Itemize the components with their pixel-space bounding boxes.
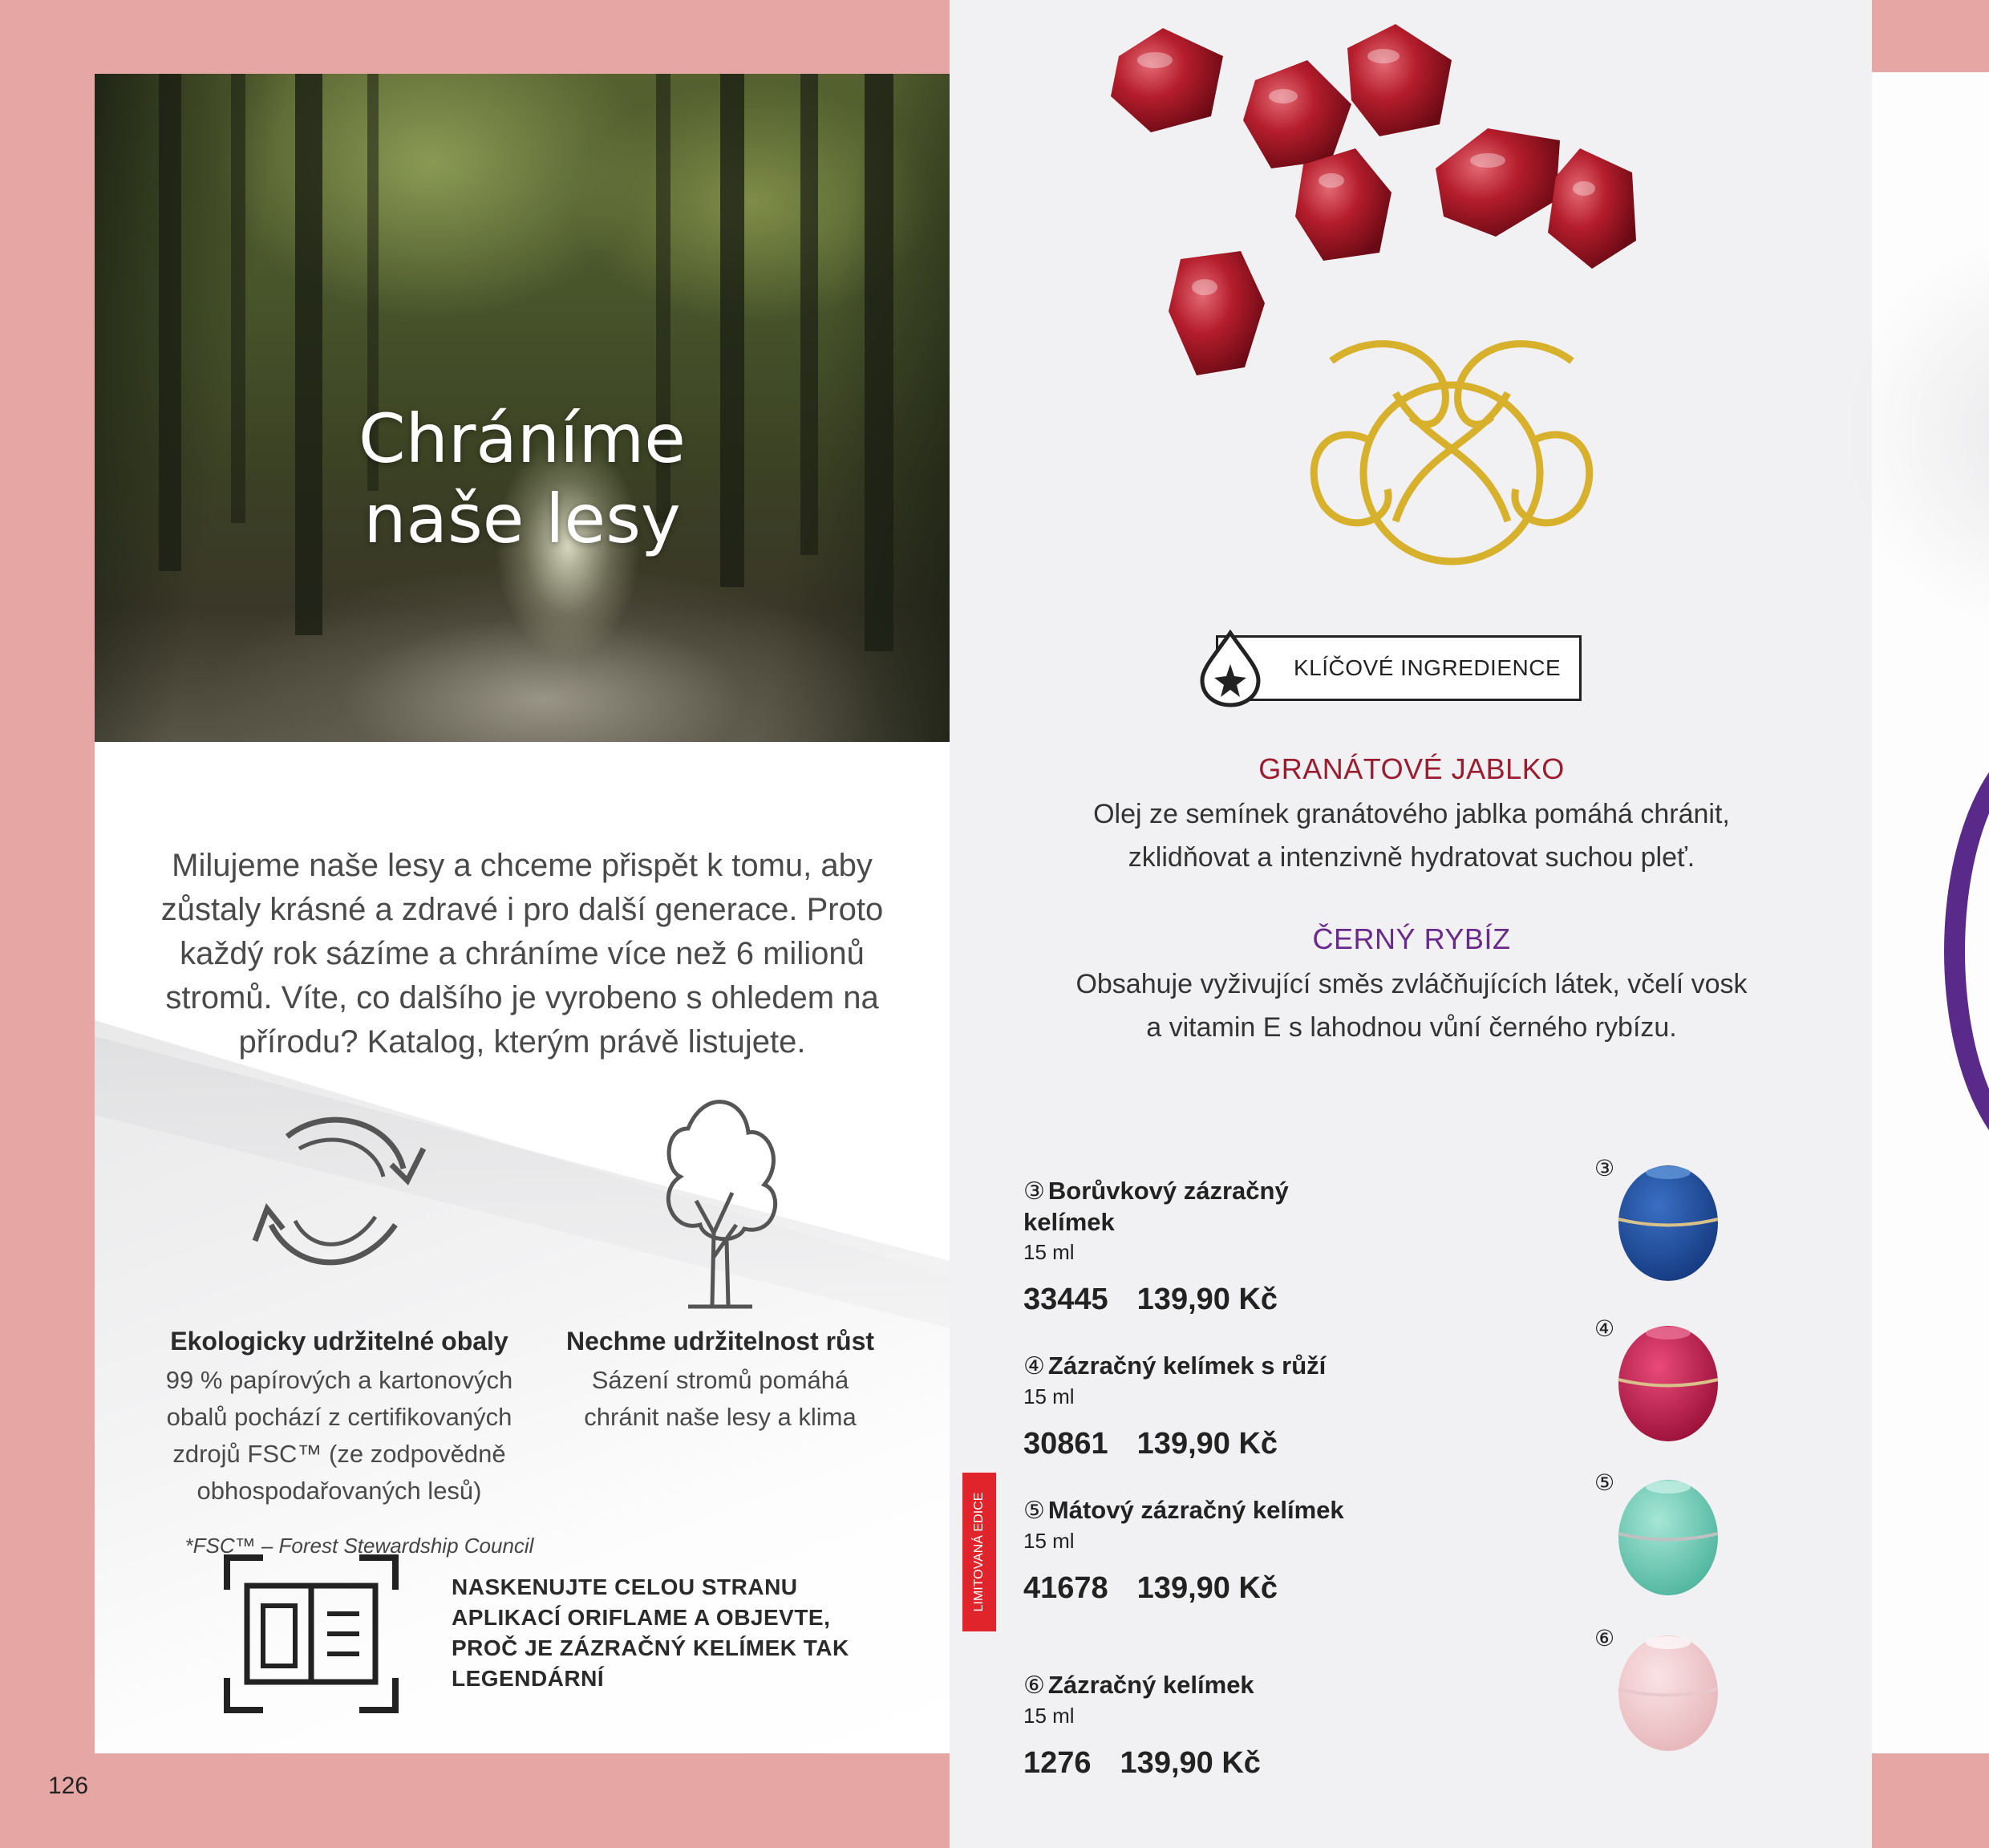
product-price: 139,90 Kč xyxy=(1136,1427,1278,1461)
cup-number: ⑥ xyxy=(1594,1626,1615,1651)
feature-title-growth: Nechme udržitelnost růst xyxy=(565,1327,875,1356)
ingredient-body-line: a vitamin E s lahodnou vůní černého rybízu. xyxy=(1146,1012,1677,1043)
limited-edition-label: LIMITOVANÁ EDICE xyxy=(972,1492,986,1612)
product-size: 15 ml xyxy=(1023,1384,1075,1408)
pomegranate-seed-image xyxy=(1544,144,1640,277)
product-item[interactable] xyxy=(1023,1670,1537,1781)
product-size: 15 ml xyxy=(1023,1704,1075,1728)
product-price: 139,90 Kč xyxy=(1136,1283,1278,1316)
pomegranate-seed-image xyxy=(1165,247,1269,383)
product-number: ④ xyxy=(1023,1353,1045,1380)
key-ingredients-label: KLÍČOVÉ INGREDIENCE xyxy=(1294,655,1562,680)
hero-title-line1: Chráníme xyxy=(359,399,686,478)
feature-body-packaging: 99 % papírových a kartonových obalů pochází z certifikovaných zdrojů FSC™ (ze zodpovědně obhospodařovaných lesů) xyxy=(165,1366,513,1505)
product-code: 30861 xyxy=(1023,1427,1108,1461)
purple-product-edge xyxy=(1944,730,1989,1173)
product-price: 139,90 Kč xyxy=(1120,1746,1261,1780)
gold-monogram-logo xyxy=(1299,329,1604,569)
left-panel xyxy=(95,74,950,1753)
mint-cup-image[interactable] xyxy=(1612,1469,1724,1598)
product-price-row xyxy=(1023,1283,1537,1317)
product-name: Zázračný kelímek s růží xyxy=(1047,1352,1327,1380)
product-code: 41678 xyxy=(1023,1571,1108,1605)
product-price-row xyxy=(1023,1746,1537,1781)
cup-number: ④ xyxy=(1594,1316,1615,1341)
product-code: 33445 xyxy=(1023,1283,1108,1316)
product-name-row xyxy=(1023,1495,1360,1526)
ingredient-title-blackcurrant: ČERNÝ RYBÍZ xyxy=(1312,922,1511,955)
product-price-row xyxy=(1023,1571,1537,1606)
product-code: 1276 xyxy=(1023,1746,1092,1780)
product-name-row xyxy=(1023,1670,1473,1701)
product-name-row xyxy=(1023,1176,1360,1238)
product-item[interactable] xyxy=(1023,1351,1537,1461)
cup-number: ⑤ xyxy=(1594,1470,1615,1495)
cup-number: ③ xyxy=(1594,1156,1615,1181)
product-size: 15 ml xyxy=(1023,1240,1075,1264)
intro-paragraph: Milujeme naše lesy a chceme přispět k tomu, aby zůstaly krásné a zdravé i pro další generace. Proto každý rok sázíme a chráníme více než 6 milionů stromů. Víte, co dalšího je vyrobeno s ohledem na přírodu? Katalog, kterým právě listujete. xyxy=(160,848,884,1060)
ingredient-body-blackcurrant xyxy=(1003,962,1821,1049)
drop-star-icon xyxy=(1190,628,1270,708)
fsc-footnote: *FSC™ – Forest Stewardship Council xyxy=(184,1534,534,1558)
product-name: Zázračný kelímek xyxy=(1047,1671,1254,1699)
ingredient-body-line: Obsahuje vyživující směs zvláčňujících látek, včelí vosk xyxy=(1076,969,1748,999)
scan-instruction: NASKENUJTE CELOU STRANU APLIKACÍ ORIFLAME A OBJEVTE, PROČ JE ZÁZRAČNÝ KELÍMEK TAK LEGENDÁRNÍ xyxy=(452,1574,849,1691)
forest-photo xyxy=(95,74,950,742)
product-name: Mátový zázračný kelímek xyxy=(1047,1496,1344,1524)
ingredient-body-pomegranate xyxy=(1003,792,1821,879)
hero-title-line2: naše lesy xyxy=(363,480,681,558)
classic-cup-image[interactable] xyxy=(1612,1625,1724,1753)
product-price-row xyxy=(1023,1427,1537,1461)
product-item[interactable] xyxy=(1023,1495,1537,1606)
product-name: Borůvkový zázračný kelímek xyxy=(1023,1177,1289,1236)
product-number: ⑥ xyxy=(1023,1672,1045,1699)
hero-title xyxy=(95,399,950,559)
blueberry-cup-image[interactable] xyxy=(1612,1155,1724,1283)
product-size: 15 ml xyxy=(1023,1529,1075,1553)
scan-catalog-icon[interactable] xyxy=(219,1550,403,1718)
rose-cup-image[interactable] xyxy=(1612,1315,1724,1444)
page-number: 126 xyxy=(48,1773,89,1799)
product-item[interactable] xyxy=(1023,1176,1537,1317)
limited-edition-tag xyxy=(962,1473,996,1631)
feature-title-packaging: Ekologicky udržitelné obaly xyxy=(170,1327,508,1356)
next-page-edge xyxy=(1872,72,1989,1753)
ingredient-title-pomegranate: GRANÁTOVÉ JABLKO xyxy=(1258,752,1565,785)
ingredient-body-line: zklidňovat a intenzivně hydratovat suchou pleť. xyxy=(1128,842,1695,873)
product-number: ⑤ xyxy=(1023,1497,1045,1524)
pomegranate-seed-image xyxy=(1107,24,1235,140)
pomegranate-seed-image xyxy=(1291,144,1396,269)
recycle-arrows-icon xyxy=(239,1088,440,1297)
tree-icon xyxy=(656,1072,784,1313)
key-ingredients-badge xyxy=(1216,635,1582,701)
product-number: ③ xyxy=(1023,1178,1045,1205)
product-name-row xyxy=(1023,1351,1473,1382)
product-price: 139,90 Kč xyxy=(1136,1571,1278,1605)
ingredient-body-line: Olej ze semínek granátového jablka pomáhá chránit, xyxy=(1093,799,1730,829)
feature-body-growth: Sázení stromů pomáhá chránit naše lesy a klima xyxy=(584,1366,857,1431)
